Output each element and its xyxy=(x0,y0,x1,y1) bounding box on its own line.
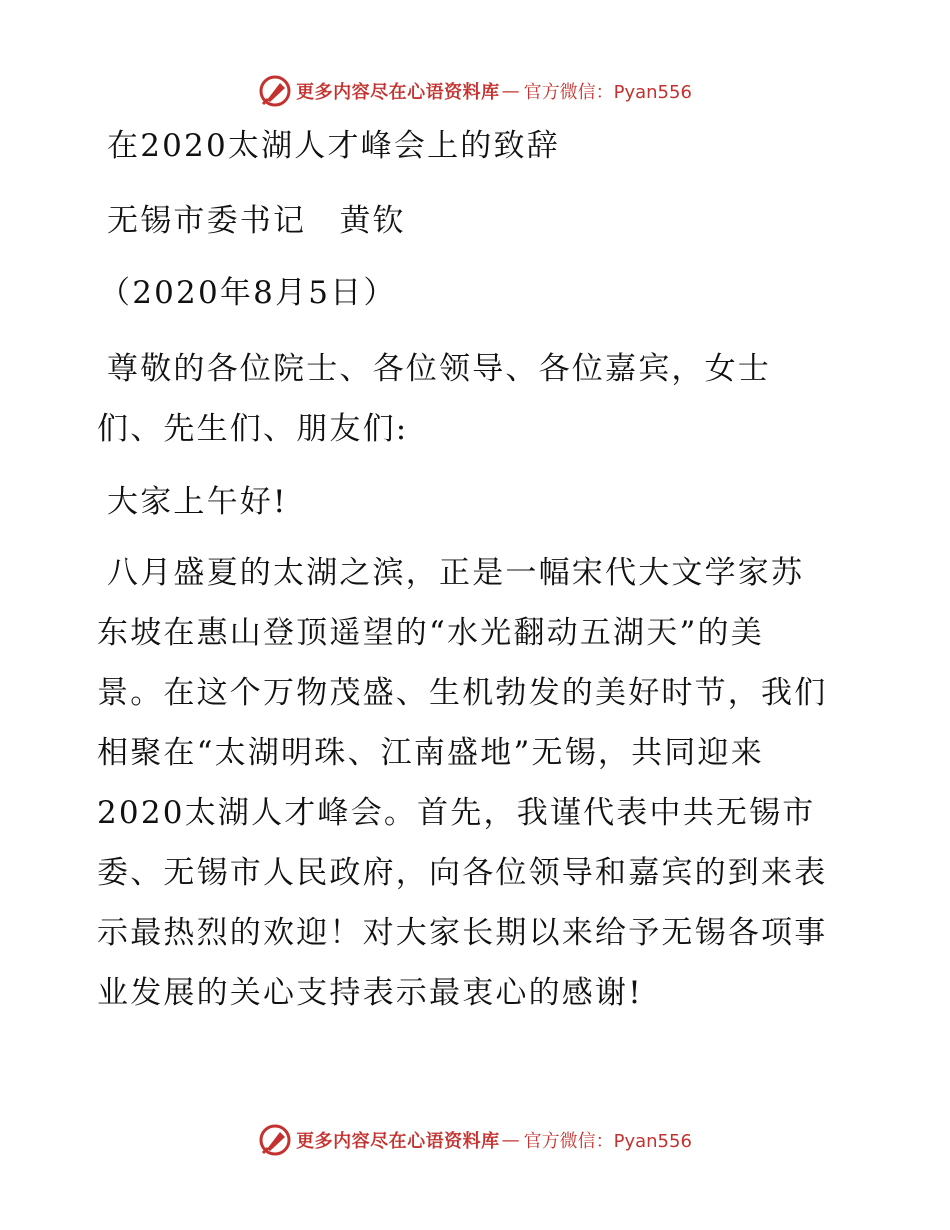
watermark-wechat-text: 官方微信：Pyan556 xyxy=(523,82,692,103)
header-watermark xyxy=(0,71,950,111)
salutation-line-1: 尊敬的各位院士、各位领导、各位嘉宾，女士 xyxy=(107,351,771,387)
watermark-main-text: 更多内容尽在心语资料库 xyxy=(296,1131,500,1152)
paragraph-line: 八月盛夏的太湖之滨，正是一幅宋代大文学家苏 xyxy=(107,555,805,591)
document-date: （2020年8月5日） xyxy=(99,275,397,311)
salutation-line-2: 们、先生们、朋友们: xyxy=(97,411,409,447)
greeting: 大家上午好! xyxy=(107,484,288,520)
paragraph-line: 2020太湖人才峰会。首先，我谨代表中共无锡市 xyxy=(97,795,816,831)
pen-nib-logo-icon xyxy=(258,1123,292,1157)
watermark-main-text: 更多内容尽在心语资料库 xyxy=(296,82,500,103)
footer-watermark xyxy=(0,1120,950,1160)
pen-nib-logo-icon xyxy=(258,74,292,108)
document-title: 在2020太湖人才峰会上的致辞 xyxy=(107,128,560,164)
paragraph-line: 业发展的关心支持表示最衷心的感谢! xyxy=(97,975,643,1011)
watermark-wechat-text: 官方微信：Pyan556 xyxy=(523,1131,692,1152)
paragraph-line: 委、无锡市人民政府，向各位领导和嘉宾的到来表 xyxy=(97,855,828,891)
paragraph-line: 示最热烈的欢迎！对大家长期以来给予无锡各项事 xyxy=(97,915,828,951)
watermark-separator: — xyxy=(501,1129,520,1151)
paragraph-line: 景。在这个万物茂盛、生机勃发的美好时节，我们 xyxy=(97,675,828,711)
document-author: 无锡市委书记 黄钦 xyxy=(107,203,406,239)
watermark-separator: — xyxy=(501,80,520,102)
paragraph-line: 东坡在惠山登顶遥望的“水光翻动五湖天”的美 xyxy=(97,615,764,651)
paragraph-line: 相聚在“太湖明珠、江南盛地”无锡，共同迎来 xyxy=(97,735,764,771)
